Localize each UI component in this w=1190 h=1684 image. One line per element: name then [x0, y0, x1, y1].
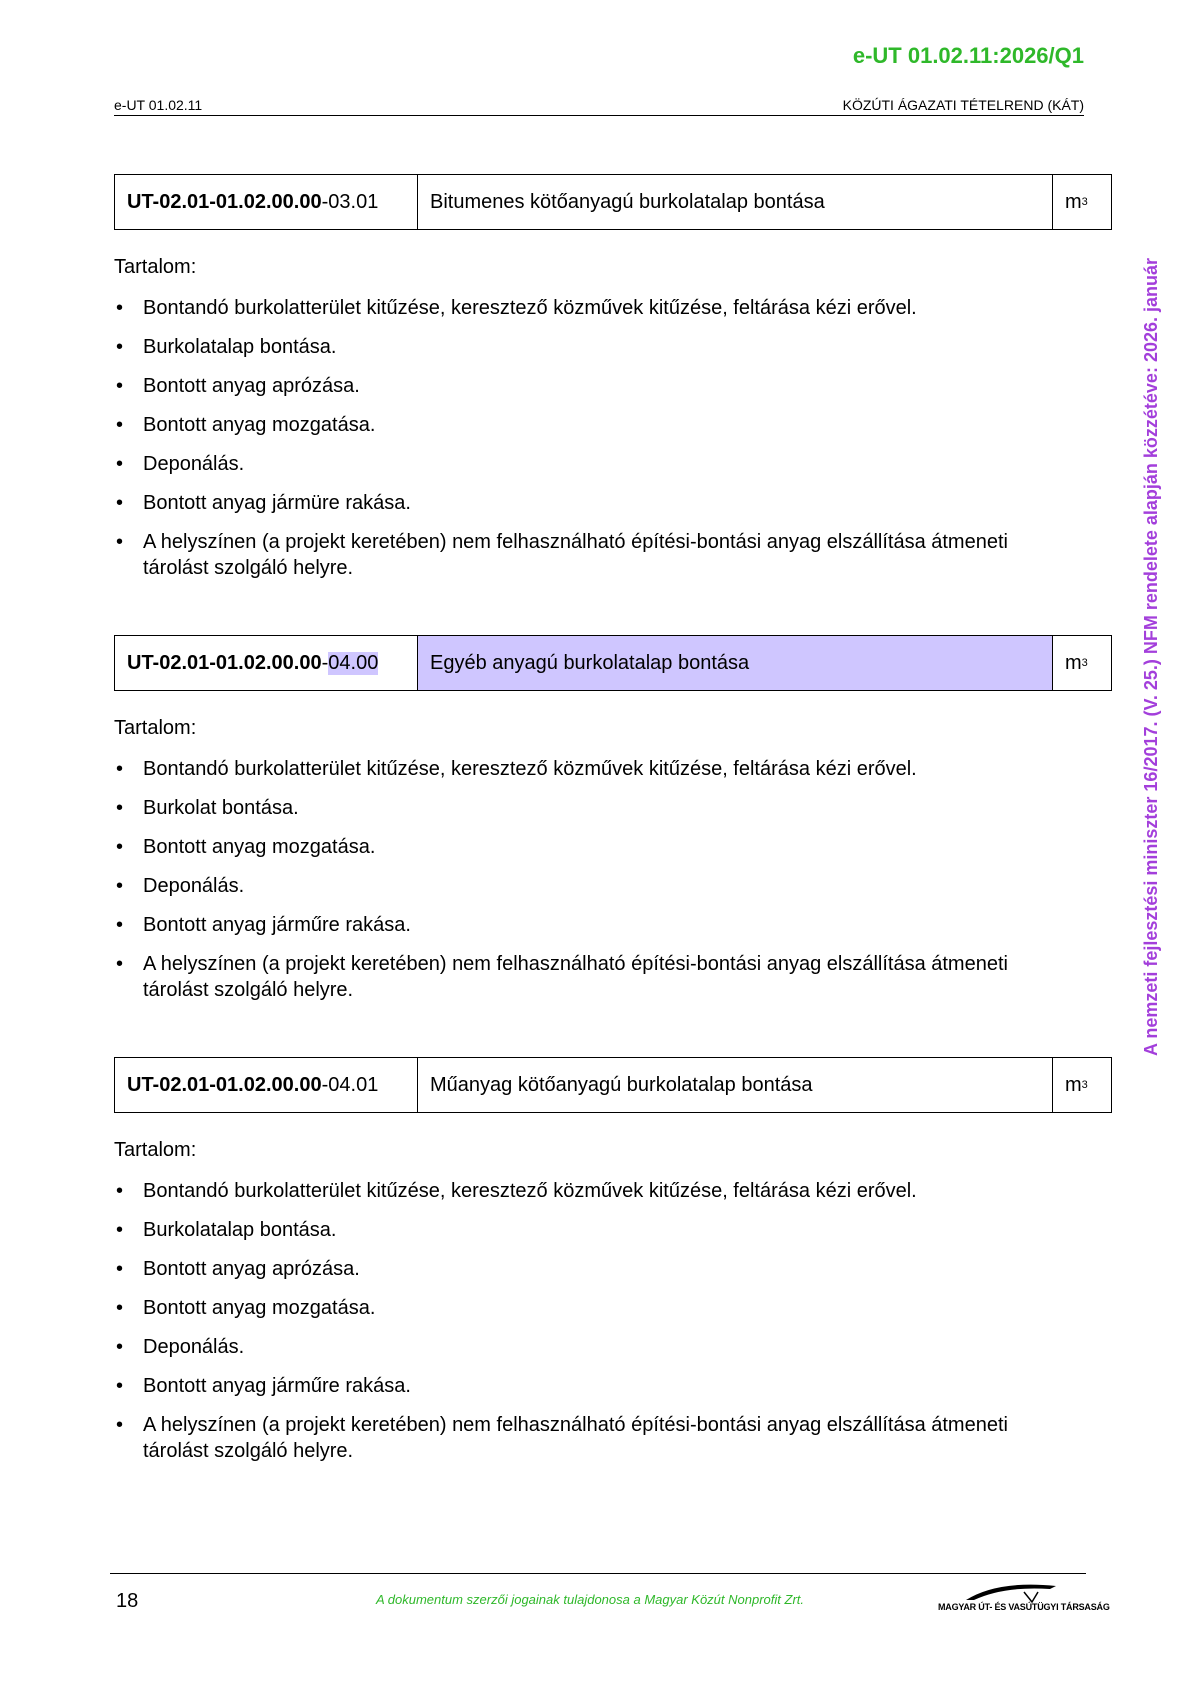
list-item: • Bontott anyag jármüre rakása. [114, 490, 1074, 516]
list-item: • Bontott anyag járműre rakása. [114, 1373, 1074, 1399]
item-table-3 [114, 1057, 1112, 1113]
item-unit: m 3 [1065, 651, 1088, 674]
list-item: • Bontott anyag mozgatása. [114, 834, 1074, 860]
list-item: • Deponálás. [114, 451, 1074, 477]
copyright-note: A dokumentum szerzői jogainak tulajdonosa a Magyar Közút Nonprofit Zrt. [375, 1592, 804, 1607]
list-item: • Bontott anyag aprózása. [114, 373, 1074, 399]
list-item: • Bontott anyag mozgatása. [114, 412, 1074, 438]
item-code: UT-02.01-01.02.00.00 - 04.00 [115, 636, 418, 690]
item-table-2 [114, 635, 1112, 691]
bullet-list-2 [114, 756, 1074, 1016]
road-swoosh-icon [938, 1578, 1088, 1604]
footer-divider [110, 1573, 1086, 1574]
list-item: • Deponálás. [114, 873, 1074, 899]
highlighted-code-suffix: 04.00 [328, 651, 379, 674]
logo-text: MAGYAR ÚT- ÉS VASÚTÜGYI TÁRSASÁG [938, 1602, 1110, 1612]
list-item: • Deponálás. [114, 1334, 1074, 1360]
item-code: UT-02.01-01.02.00.00 - 03.01 [115, 175, 418, 229]
header-right: KÖZÚTI ÁGAZATI TÉTELREND (KÁT) [842, 97, 1084, 113]
item-code: UT-02.01-01.02.00.00 - 04.01 [115, 1058, 418, 1112]
list-item: • Bontott anyag járműre rakása. [114, 912, 1074, 938]
item-unit: m 3 [1065, 1073, 1088, 1096]
list-item: • Bontandó burkolatterület kitűzése, keresztező közművek kitűzése, feltárása kézi erővel. [114, 295, 1074, 321]
list-item: • Bontott anyag mozgatása. [114, 1295, 1074, 1321]
list-item: • A helyszínen (a projekt keretében) nem felhasználható építési-bontási anyag elszállítása átmeneti tárolást szolgáló helyre. [114, 951, 1074, 1003]
side-publication-note: A nemzeti fejlesztési miniszter 16/2017. (V. 25.) NFM rendelete alapján közzétéve: 2026. január [1141, 257, 1161, 1056]
item-title: Bitumenes kötőanyagú burkolatalap bontása [418, 175, 1053, 229]
list-item: • Burkolat bontása. [114, 795, 1074, 821]
item-title: Műanyag kötőanyagú burkolatalap bontása [418, 1058, 1053, 1112]
item-title: Egyéb anyagú burkolatalap bontása [418, 636, 1053, 690]
item-table-1 [114, 174, 1112, 230]
page-number: 18 [116, 1590, 139, 1612]
list-item: • A helyszínen (a projekt keretében) nem felhasználható építési-bontási anyag elszállítása átmeneti tárolást szolgáló helyre. [114, 529, 1074, 581]
content-label: Tartalom: [114, 1139, 197, 1161]
bullet-list-1 [114, 295, 1074, 594]
list-item: • A helyszínen (a projekt keretében) nem felhasználható építési-bontási anyag elszállítása átmeneti tárolást szolgáló helyre. [114, 1412, 1074, 1464]
list-item: • Burkolatalap bontása. [114, 334, 1074, 360]
page-header [114, 95, 1084, 116]
bullet-list-3 [114, 1178, 1074, 1477]
item-unit: m 3 [1065, 190, 1088, 213]
document-code: e-UT 01.02.11:2026/Q1 [852, 43, 1084, 68]
list-item: • Burkolatalap bontása. [114, 1217, 1074, 1243]
header-left: e-UT 01.02.11 [114, 97, 203, 113]
list-item: • Bontandó burkolatterület kitűzése, keresztező közművek kitűzése, feltárása kézi erővel. [114, 756, 1074, 782]
list-item: • Bontandó burkolatterület kitűzése, keresztező közművek kitűzése, feltárása kézi erővel. [114, 1178, 1074, 1204]
content-label: Tartalom: [114, 256, 197, 278]
society-logo [938, 1578, 1110, 1618]
content-label: Tartalom: [114, 717, 197, 739]
list-item: • Bontott anyag aprózása. [114, 1256, 1074, 1282]
